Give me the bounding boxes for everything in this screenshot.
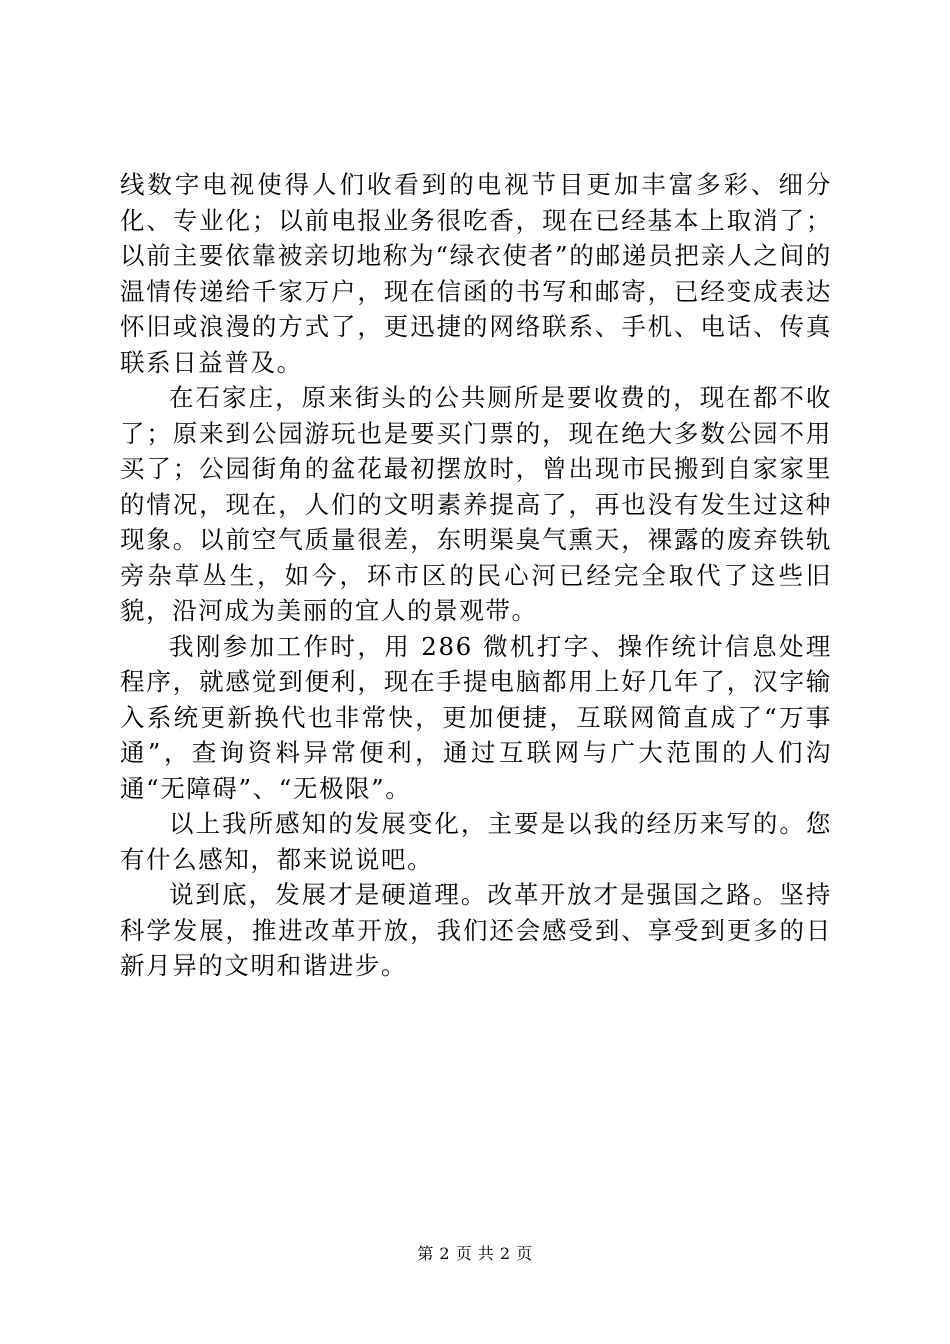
paragraph-2: 在石家庄，原来街头的公共厕所是要收费的，现在都不收了；原来到公园游玩也是要买门票的，现在绝大多数公园不用买了；公园街角的盆花最初摆放时，曾出现市民搬到自家家里的情况，现在，人们的文明素养提高了，再也没有发生过这种现象。以前空气质量很差，东明渠臭气熏天，裸露的废弃铁轨旁杂草丛生，如今，环市区的民心河已经完全取代了这些旧貌，沿河成为美丽的宜人的景观带。 bbox=[120, 383, 832, 625]
page-footer bbox=[0, 1244, 950, 1264]
paragraph-4: 以上我所感知的发展变化，主要是以我的经历来写的。您有什么感知，都来说说吧。 bbox=[120, 809, 832, 874]
paragraph-5: 说到底，发展才是硬道理。改革开放才是强国之路。坚持科学发展，推进改革开放，我们还会感受到、享受到更多的日新月异的文明和谐进步。 bbox=[120, 880, 832, 980]
paragraph-3: 我刚参加工作时，用 286 微机打字、操作统计信息处理程序，就感觉到便利，现在手提电脑都用上好几年了，汉字输入系统更新换代也非常快，更加便捷，互联网简直成了“万事通”，查询资料异常便利，通过互联网与广大范围的人们沟通“无障碍”、“无极限”。 bbox=[120, 631, 832, 803]
page-total: 共 2 页 bbox=[477, 1244, 533, 1263]
paragraph-1: 线数字电视使得人们收看到的电视节目更加丰富多彩、细分化、专业化；以前电报业务很吃香，现在已经基本上取消了；以前主要依靠被亲切地称为“绿衣使者”的邮递员把亲人之间的温情传递给千家万户，现在信函的书写和邮寄，已经变成表达怀旧或浪漫的方式了，更迅捷的网络联系、手机、电话、传真联系日益普及。 bbox=[120, 170, 832, 377]
document-body bbox=[120, 167, 832, 984]
page-number: 第 2 页 bbox=[417, 1244, 473, 1263]
